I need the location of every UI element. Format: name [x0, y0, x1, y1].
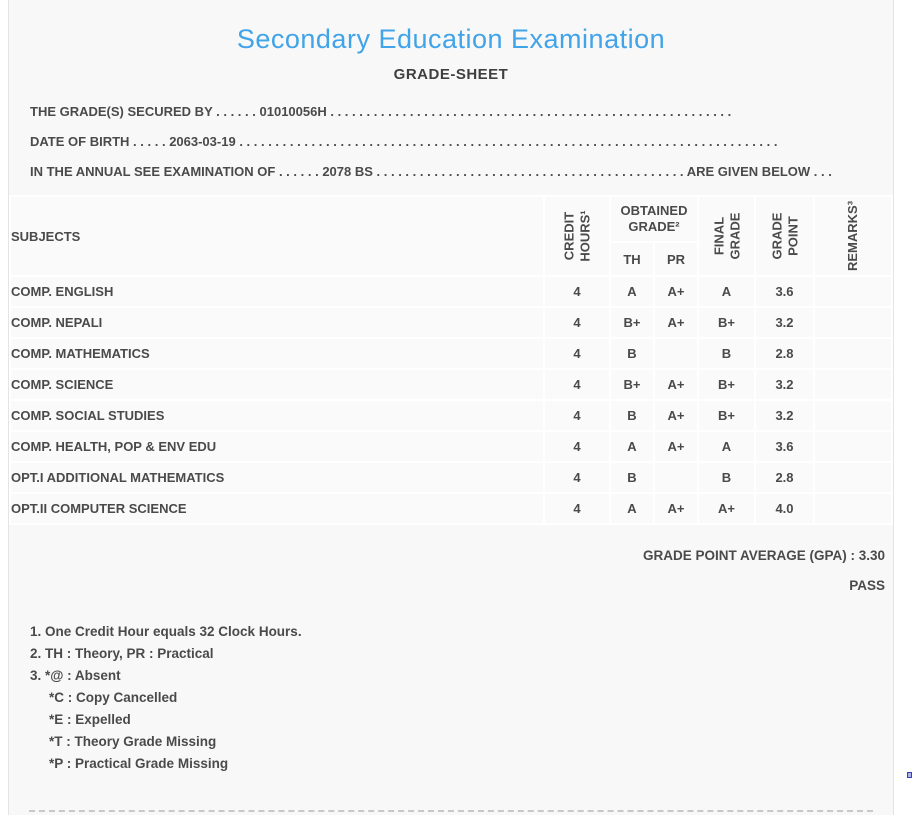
subject-cell: OPT.II COMPUTER SCIENCE: [11, 494, 543, 523]
grade-point-cell: 3.6: [756, 277, 813, 306]
credit-cell: 4: [545, 401, 609, 430]
col-header-obtained-grade: OBTAINED GRADE²: [611, 197, 697, 241]
student-id-label: THE GRADE(S) SECURED BY: [30, 104, 213, 119]
footnote-line: *E : Expelled: [49, 712, 131, 727]
table-row: [11, 494, 891, 523]
col-header-th: TH: [611, 243, 653, 275]
gradesheet-card: [8, 0, 894, 815]
credit-cell: 4: [545, 432, 609, 461]
footnotes-section: [9, 621, 893, 775]
table-row: [11, 463, 891, 492]
table-row: [11, 277, 891, 306]
broken-image-marker-icon: [907, 772, 912, 778]
dob-label: DATE OF BIRTH: [30, 134, 130, 149]
remarks-cell: [815, 494, 891, 523]
pr-grade-cell: [655, 463, 697, 492]
footnote-line: *C : Copy Cancelled: [49, 690, 178, 705]
final-grade-cell: B+: [699, 308, 754, 337]
credit-cell: 4: [545, 308, 609, 337]
exam-year-suffix: ARE GIVEN BELOW . . .: [686, 164, 832, 179]
credit-cell: 4: [545, 463, 609, 492]
remarks-cell: [815, 308, 891, 337]
table-row: [11, 308, 891, 337]
th-grade-cell: B: [611, 401, 653, 430]
col-header-credit-hours: CREDIT HOURS¹: [545, 197, 609, 275]
subject-cell: COMP. HEALTH, POP & ENV EDU: [11, 432, 543, 461]
grade-point-cell: 2.8: [756, 339, 813, 368]
footnote-line: 2. TH : Theory, PR : Practical: [30, 646, 214, 661]
final-grade-cell: A+: [699, 494, 754, 523]
final-grade-cell: B: [699, 339, 754, 368]
gpa-text: GRADE POINT AVERAGE (GPA) : 3.30: [642, 548, 885, 563]
remarks-cell: [815, 432, 891, 461]
student-id-value: 01010056H: [259, 104, 327, 119]
subject-cell: COMP. NEPALI: [11, 308, 543, 337]
remarks-cell: [815, 339, 891, 368]
dob-value: 2063-03-19: [169, 134, 236, 149]
pr-grade-cell: A+: [655, 277, 697, 306]
result-summary: [9, 541, 893, 601]
footnote-line: *P : Practical Grade Missing: [49, 756, 229, 771]
grade-point-cell: 3.6: [756, 432, 813, 461]
credit-cell: 4: [545, 494, 609, 523]
footnote-line: 1. One Credit Hour equals 32 Clock Hours.: [30, 624, 302, 639]
th-grade-cell: A: [611, 432, 653, 461]
remarks-cell: [815, 277, 891, 306]
exam-year-line: [30, 157, 873, 187]
footnote-line: 3. *@ : Absent: [30, 668, 121, 683]
bottom-dashed-divider: [29, 810, 873, 812]
subject-cell: OPT.I ADDITIONAL MATHEMATICS: [11, 463, 543, 492]
pr-grade-cell: A+: [655, 308, 697, 337]
th-grade-cell: B: [611, 463, 653, 492]
dots: . . . . . .: [278, 164, 319, 179]
remarks-cell: [815, 401, 891, 430]
grade-table: [9, 195, 893, 525]
final-grade-cell: A: [699, 277, 754, 306]
pr-grade-cell: [655, 339, 697, 368]
col-header-subjects: SUBJECTS: [11, 197, 543, 275]
grade-point-cell: 3.2: [756, 401, 813, 430]
th-grade-cell: B: [611, 339, 653, 368]
pr-grade-cell: A+: [655, 370, 697, 399]
table-row: [11, 339, 891, 368]
dots: . . . . . . . . . . . . . . . . . . . . . . . . . . . . . . . . . . . . . . . . . . .: [376, 164, 684, 179]
pr-grade-cell: A+: [655, 494, 697, 523]
th-grade-cell: A: [611, 277, 653, 306]
pr-grade-cell: A+: [655, 432, 697, 461]
col-header-pr: PR: [655, 243, 697, 275]
dob-line: [30, 127, 873, 157]
final-grade-cell: B+: [699, 401, 754, 430]
dots: . . . . . .: [216, 104, 256, 119]
grade-point-cell: 4.0: [756, 494, 813, 523]
page-subtitle: GRADE-SHEET: [393, 66, 509, 83]
th-grade-cell: B+: [611, 370, 653, 399]
footnote-line: *T : Theory Grade Missing: [49, 734, 217, 749]
subject-cell: COMP. ENGLISH: [11, 277, 543, 306]
col-header-grade-point: GRADE POINT: [756, 197, 813, 275]
dots: . . . . .: [133, 134, 166, 149]
pass-status: PASS: [849, 578, 885, 593]
pr-grade-cell: A+: [655, 401, 697, 430]
credit-cell: 4: [545, 370, 609, 399]
page-title: Secondary Education Examination: [236, 24, 666, 54]
col-header-remarks: REMARKS³: [815, 197, 891, 275]
final-grade-cell: A: [699, 432, 754, 461]
exam-year-label: IN THE ANNUAL SEE EXAMINATION OF: [30, 164, 276, 179]
table-row: [11, 401, 891, 430]
th-grade-cell: B+: [611, 308, 653, 337]
dots: . . . . . . . . . . . . . . . . . . . . . . . . . . . . . . . . . . . . . . . . . . . . . . . . . . . . . . . .: [330, 104, 732, 119]
col-header-final-grade: FINAL GRADE: [699, 197, 754, 275]
credit-cell: 4: [545, 277, 609, 306]
remarks-cell: [815, 463, 891, 492]
exam-year-value: 2078 BS: [322, 164, 373, 179]
table-row: [11, 370, 891, 399]
grade-point-cell: 2.8: [756, 463, 813, 492]
grade-point-cell: 3.2: [756, 370, 813, 399]
student-info-section: [9, 97, 893, 187]
student-id-line: [30, 97, 873, 127]
final-grade-cell: B+: [699, 370, 754, 399]
remarks-cell: [815, 370, 891, 399]
dots: . . . . . . . . . . . . . . . . . . . . . . . . . . . . . . . . . . . . . . . . . . . . . . . . . . . . . . . . . . . . . . . . . . . . . . . . . . .: [239, 134, 778, 149]
subject-cell: COMP. SOCIAL STUDIES: [11, 401, 543, 430]
final-grade-cell: B: [699, 463, 754, 492]
table-row: [11, 432, 891, 461]
subject-cell: COMP. MATHEMATICS: [11, 339, 543, 368]
grade-point-cell: 3.2: [756, 308, 813, 337]
credit-cell: 4: [545, 339, 609, 368]
subject-cell: COMP. SCIENCE: [11, 370, 543, 399]
th-grade-cell: A: [611, 494, 653, 523]
